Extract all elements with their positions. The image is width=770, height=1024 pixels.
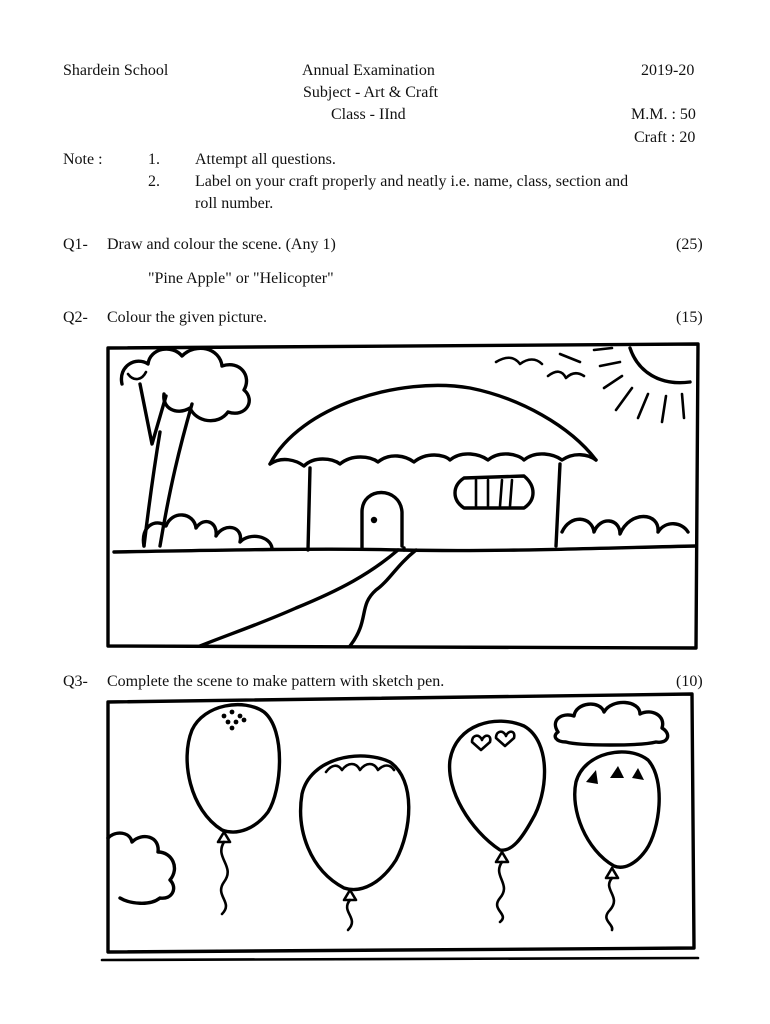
q2-number: Q2-	[63, 309, 88, 326]
q3-number: Q3-	[63, 673, 88, 690]
exam-title: Annual Examination	[302, 62, 435, 79]
craft-marks: Craft : 20	[634, 129, 696, 146]
subject-line: Subject - Art & Craft	[303, 84, 439, 101]
q1-text: Draw and colour the scene. (Any 1)	[107, 236, 336, 253]
q1-number: Q1-	[63, 236, 88, 253]
note-item-1-text: Attempt all questions.	[195, 151, 336, 168]
balloons-pattern-drawing	[100, 690, 710, 970]
class-line: Class - IInd	[331, 106, 406, 123]
q1-options: "Pine Apple" or "Helicopter"	[148, 270, 334, 287]
q1-marks: (25)	[676, 236, 703, 253]
school-name: Shardein School	[63, 62, 169, 79]
note-item-2-text-line1: Label on your craft properly and neatly i.e. name, class, section and	[195, 173, 629, 190]
max-marks: M.M. : 50	[631, 106, 696, 123]
note-item-2-text-line2: roll number.	[195, 195, 274, 212]
q3-marks: (10)	[676, 673, 703, 690]
exam-year: 2019-20	[641, 62, 695, 79]
note-item-1-number: 1.	[148, 151, 160, 168]
q2-marks: (15)	[676, 309, 703, 326]
note-label: Note :	[63, 151, 103, 168]
note-item-2-number: 2.	[148, 173, 160, 190]
q2-text: Colour the given picture.	[107, 309, 267, 326]
hut-landscape-drawing	[100, 336, 710, 656]
q3-text: Complete the scene to make pattern with sketch pen.	[107, 673, 445, 690]
